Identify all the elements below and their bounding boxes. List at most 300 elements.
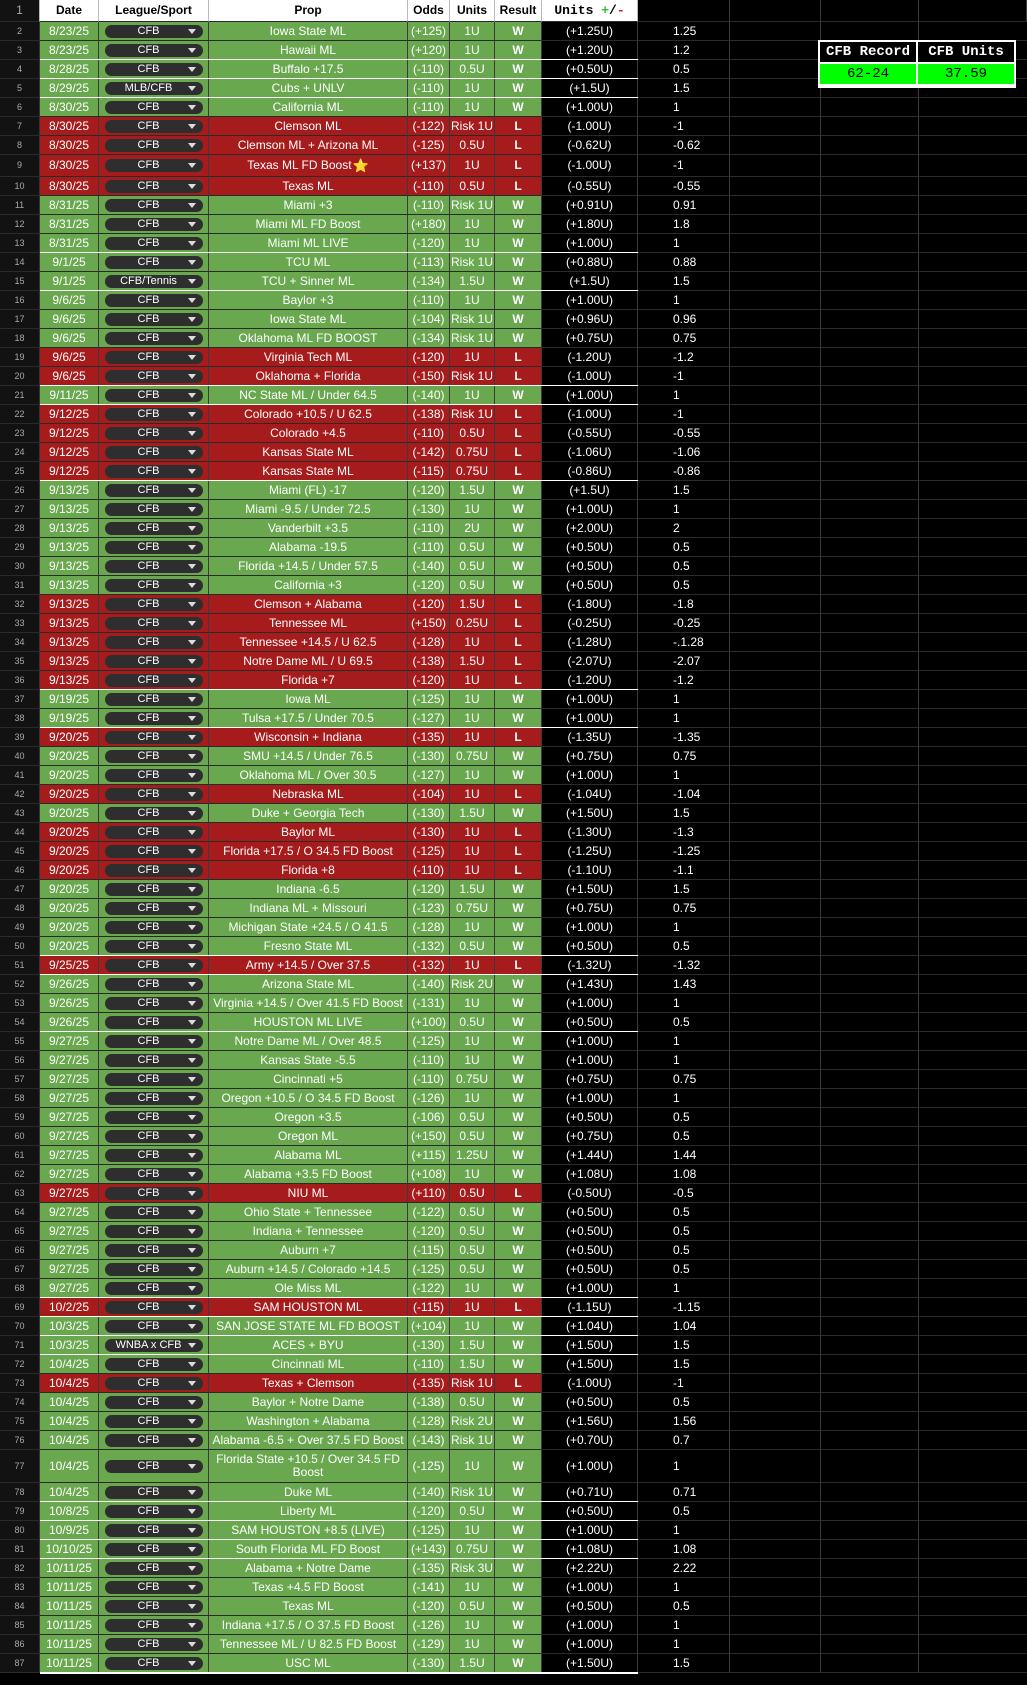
result-cell[interactable]: W: [495, 196, 542, 215]
empty-cell[interactable]: [730, 1127, 821, 1146]
units-won-lost-cell[interactable]: (+1.08U): [542, 1165, 638, 1184]
row-number[interactable]: 80: [0, 1521, 40, 1540]
units-value-cell[interactable]: 0.91: [638, 196, 730, 215]
empty-cell[interactable]: [919, 481, 1027, 500]
league-cell[interactable]: [99, 899, 209, 918]
units-cell[interactable]: 1U: [450, 766, 495, 785]
units-value-cell[interactable]: -1: [638, 405, 730, 424]
league-dropdown[interactable]: [105, 1543, 203, 1556]
units-value-cell[interactable]: -1.2: [638, 348, 730, 367]
empty-cell[interactable]: [821, 975, 919, 994]
units-value-cell[interactable]: -0.55: [638, 177, 730, 196]
units-value-cell[interactable]: 0.96: [638, 310, 730, 329]
units-value-cell[interactable]: 1.8: [638, 215, 730, 234]
league-dropdown[interactable]: [105, 579, 203, 592]
odds-cell[interactable]: (-130): [408, 804, 450, 823]
units-cell[interactable]: 1U: [450, 1317, 495, 1336]
odds-cell[interactable]: (-140): [408, 975, 450, 994]
league-dropdown[interactable]: [105, 883, 203, 896]
odds-cell[interactable]: (-110): [408, 1051, 450, 1070]
league-dropdown[interactable]: [105, 1415, 203, 1428]
result-cell[interactable]: W: [495, 1412, 542, 1431]
empty-cell[interactable]: [919, 671, 1027, 690]
prop-cell[interactable]: [209, 481, 408, 500]
date-cell[interactable]: 10/4/25: [40, 1450, 99, 1483]
units-cell[interactable]: Risk 1U: [450, 253, 495, 272]
units-won-lost-cell[interactable]: (+0.50U): [542, 1241, 638, 1260]
empty-cell[interactable]: [919, 1616, 1027, 1635]
row-number[interactable]: 42: [0, 785, 40, 804]
date-cell[interactable]: 9/11/25: [40, 386, 99, 405]
league-cell[interactable]: [99, 177, 209, 196]
empty-cell[interactable]: [919, 1089, 1027, 1108]
date-cell[interactable]: 9/13/25: [40, 614, 99, 633]
units-won-lost-cell[interactable]: (+1.00U): [542, 1051, 638, 1070]
prop-cell[interactable]: [209, 728, 408, 747]
odds-cell[interactable]: (-130): [408, 1336, 450, 1355]
units-value-cell[interactable]: 0.5: [638, 1502, 730, 1521]
units-cell[interactable]: 0.5U: [450, 1502, 495, 1521]
cfb-units-value[interactable]: 37.59: [918, 64, 1014, 84]
date-cell[interactable]: 9/12/25: [40, 443, 99, 462]
empty-cell[interactable]: [638, 0, 730, 22]
units-won-lost-cell[interactable]: (-1.00U): [542, 155, 638, 177]
empty-cell[interactable]: [730, 1317, 821, 1336]
prop-cell[interactable]: [209, 1222, 408, 1241]
prop-cell[interactable]: [209, 1127, 408, 1146]
result-cell[interactable]: W: [495, 79, 542, 98]
header-date[interactable]: Date: [40, 0, 99, 22]
result-cell[interactable]: L: [495, 652, 542, 671]
empty-cell[interactable]: [821, 386, 919, 405]
result-cell[interactable]: W: [495, 1355, 542, 1374]
row-number[interactable]: 64: [0, 1203, 40, 1222]
league-dropdown[interactable]: [105, 1377, 203, 1390]
units-value-cell[interactable]: 1: [638, 1578, 730, 1597]
units-value-cell[interactable]: 0.5: [638, 1241, 730, 1260]
league-dropdown[interactable]: [105, 1600, 203, 1613]
prop-cell[interactable]: [209, 1616, 408, 1635]
row-number[interactable]: 29: [0, 538, 40, 557]
league-cell[interactable]: [99, 1298, 209, 1317]
empty-cell[interactable]: [730, 709, 821, 728]
units-value-cell[interactable]: -1: [638, 1374, 730, 1393]
units-cell[interactable]: 1U: [450, 234, 495, 253]
empty-cell[interactable]: [730, 0, 821, 22]
odds-cell[interactable]: (-115): [408, 1241, 450, 1260]
empty-cell[interactable]: [730, 41, 821, 60]
empty-cell[interactable]: [730, 652, 821, 671]
empty-cell[interactable]: [919, 1203, 1027, 1222]
row-number[interactable]: 77: [0, 1450, 40, 1483]
odds-cell[interactable]: (-110): [408, 60, 450, 79]
row-number[interactable]: 23: [0, 424, 40, 443]
units-cell[interactable]: Risk 1U: [450, 1483, 495, 1502]
empty-cell[interactable]: [730, 136, 821, 155]
units-value-cell[interactable]: 1: [638, 690, 730, 709]
league-cell[interactable]: [99, 1654, 209, 1673]
result-cell[interactable]: W: [495, 1483, 542, 1502]
units-value-cell[interactable]: 1: [638, 918, 730, 937]
units-value-cell[interactable]: 1.5: [638, 1355, 730, 1374]
units-value-cell[interactable]: 1: [638, 98, 730, 117]
date-cell[interactable]: 8/28/25: [40, 60, 99, 79]
result-cell[interactable]: W: [495, 1051, 542, 1070]
result-cell[interactable]: W: [495, 766, 542, 785]
empty-cell[interactable]: [821, 272, 919, 291]
odds-cell[interactable]: (-132): [408, 937, 450, 956]
empty-cell[interactable]: [919, 136, 1027, 155]
date-cell[interactable]: 10/2/25: [40, 1298, 99, 1317]
empty-cell[interactable]: [730, 367, 821, 386]
empty-cell[interactable]: [919, 709, 1027, 728]
units-cell[interactable]: 0.5U: [450, 538, 495, 557]
odds-cell[interactable]: (-126): [408, 1616, 450, 1635]
empty-cell[interactable]: [919, 1355, 1027, 1374]
league-dropdown[interactable]: [105, 101, 203, 114]
prop-cell[interactable]: [209, 79, 408, 98]
units-won-lost-cell[interactable]: (-1.30U): [542, 823, 638, 842]
units-value-cell[interactable]: 1: [638, 709, 730, 728]
units-won-lost-cell[interactable]: (+1.00U): [542, 918, 638, 937]
odds-cell[interactable]: (+150): [408, 614, 450, 633]
row-number[interactable]: 56: [0, 1051, 40, 1070]
result-cell[interactable]: W: [495, 1222, 542, 1241]
date-cell[interactable]: 8/23/25: [40, 22, 99, 41]
league-dropdown[interactable]: [105, 655, 203, 668]
date-cell[interactable]: 9/27/25: [40, 1184, 99, 1203]
result-cell[interactable]: W: [495, 709, 542, 728]
prop-cell[interactable]: [209, 652, 408, 671]
date-cell[interactable]: 10/10/25: [40, 1540, 99, 1559]
units-won-lost-cell[interactable]: (-0.55U): [542, 424, 638, 443]
units-value-cell[interactable]: 1: [638, 1521, 730, 1540]
league-dropdown[interactable]: [105, 845, 203, 858]
prop-cell[interactable]: [209, 899, 408, 918]
row-number[interactable]: 14: [0, 253, 40, 272]
row-number[interactable]: 35: [0, 652, 40, 671]
row-number[interactable]: 75: [0, 1412, 40, 1431]
units-cell[interactable]: 1U: [450, 1165, 495, 1184]
league-dropdown[interactable]: [105, 313, 203, 326]
units-value-cell[interactable]: -1.1: [638, 861, 730, 880]
league-cell[interactable]: [99, 994, 209, 1013]
empty-cell[interactable]: [821, 1203, 919, 1222]
league-dropdown[interactable]: [105, 351, 203, 364]
league-cell[interactable]: [99, 1412, 209, 1431]
empty-cell[interactable]: [821, 1108, 919, 1127]
odds-cell[interactable]: (-122): [408, 1203, 450, 1222]
units-cell[interactable]: 1U: [450, 291, 495, 310]
empty-cell[interactable]: [821, 291, 919, 310]
empty-cell[interactable]: [821, 652, 919, 671]
units-won-lost-cell[interactable]: (+1.00U): [542, 234, 638, 253]
league-cell[interactable]: [99, 918, 209, 937]
empty-cell[interactable]: [821, 0, 919, 22]
empty-cell[interactable]: [730, 614, 821, 633]
units-won-lost-cell[interactable]: (-0.62U): [542, 136, 638, 155]
result-cell[interactable]: W: [495, 1089, 542, 1108]
league-dropdown[interactable]: [105, 997, 203, 1010]
units-value-cell[interactable]: -1.15: [638, 1298, 730, 1317]
empty-cell[interactable]: [821, 329, 919, 348]
date-cell[interactable]: 9/20/25: [40, 899, 99, 918]
units-won-lost-cell[interactable]: (-0.50U): [542, 1184, 638, 1203]
empty-cell[interactable]: [821, 1616, 919, 1635]
result-cell[interactable]: W: [495, 22, 542, 41]
units-cell[interactable]: 2U: [450, 519, 495, 538]
result-cell[interactable]: W: [495, 994, 542, 1013]
units-cell[interactable]: 1.5U: [450, 272, 495, 291]
result-cell[interactable]: W: [495, 98, 542, 117]
league-cell[interactable]: [99, 329, 209, 348]
league-cell[interactable]: [99, 766, 209, 785]
empty-cell[interactable]: [730, 842, 821, 861]
units-cell[interactable]: Risk 3U: [450, 1559, 495, 1578]
date-cell[interactable]: 8/30/25: [40, 98, 99, 117]
units-won-lost-cell[interactable]: (+1.00U): [542, 500, 638, 519]
units-cell[interactable]: 0.5U: [450, 557, 495, 576]
odds-cell[interactable]: (-138): [408, 405, 450, 424]
date-cell[interactable]: 10/3/25: [40, 1317, 99, 1336]
empty-cell[interactable]: [730, 234, 821, 253]
units-value-cell[interactable]: 1.5: [638, 880, 730, 899]
league-cell[interactable]: [99, 652, 209, 671]
empty-cell[interactable]: [821, 1032, 919, 1051]
units-cell[interactable]: Risk 2U: [450, 975, 495, 994]
units-won-lost-cell[interactable]: (+1.25U): [542, 22, 638, 41]
odds-cell[interactable]: (-110): [408, 861, 450, 880]
prop-cell[interactable]: [209, 557, 408, 576]
odds-cell[interactable]: (-120): [408, 348, 450, 367]
league-dropdown[interactable]: [105, 25, 203, 38]
odds-cell[interactable]: (-140): [408, 1483, 450, 1502]
league-cell[interactable]: [99, 1559, 209, 1578]
result-cell[interactable]: W: [495, 1146, 542, 1165]
empty-cell[interactable]: [821, 215, 919, 234]
units-value-cell[interactable]: 1: [638, 1616, 730, 1635]
empty-cell[interactable]: [821, 994, 919, 1013]
units-value-cell[interactable]: -0.62: [638, 136, 730, 155]
units-cell[interactable]: 0.5U: [450, 1108, 495, 1127]
units-value-cell[interactable]: -0.25: [638, 614, 730, 633]
empty-cell[interactable]: [821, 500, 919, 519]
prop-cell[interactable]: [209, 1298, 408, 1317]
odds-cell[interactable]: (-150): [408, 367, 450, 386]
league-cell[interactable]: [99, 538, 209, 557]
league-dropdown[interactable]: [105, 1301, 203, 1314]
odds-cell[interactable]: (-115): [408, 462, 450, 481]
odds-cell[interactable]: (-125): [408, 690, 450, 709]
prop-cell[interactable]: [209, 367, 408, 386]
units-cell[interactable]: Risk 1U: [450, 329, 495, 348]
league-cell[interactable]: [99, 22, 209, 41]
result-cell[interactable]: W: [495, 1502, 542, 1521]
empty-cell[interactable]: [821, 1146, 919, 1165]
empty-cell[interactable]: [730, 1616, 821, 1635]
units-value-cell[interactable]: 1.56: [638, 1412, 730, 1431]
units-value-cell[interactable]: 1.08: [638, 1540, 730, 1559]
units-cell[interactable]: 0.5U: [450, 1184, 495, 1203]
date-cell[interactable]: 10/8/25: [40, 1502, 99, 1521]
result-cell[interactable]: L: [495, 136, 542, 155]
league-cell[interactable]: [99, 747, 209, 766]
odds-cell[interactable]: (-120): [408, 1502, 450, 1521]
result-cell[interactable]: L: [495, 614, 542, 633]
prop-cell[interactable]: [209, 1241, 408, 1260]
row-number[interactable]: 66: [0, 1241, 40, 1260]
units-value-cell[interactable]: 1: [638, 1279, 730, 1298]
empty-cell[interactable]: [821, 1431, 919, 1450]
empty-cell[interactable]: [821, 785, 919, 804]
header-units-plus-minus[interactable]: [542, 0, 638, 22]
units-value-cell[interactable]: 1.43: [638, 975, 730, 994]
units-won-lost-cell[interactable]: (+1.20U): [542, 41, 638, 60]
prop-cell[interactable]: [209, 329, 408, 348]
units-won-lost-cell[interactable]: (+0.50U): [542, 1013, 638, 1032]
units-cell[interactable]: 1.5U: [450, 1355, 495, 1374]
units-cell[interactable]: 0.5U: [450, 1393, 495, 1412]
prop-cell[interactable]: [209, 1260, 408, 1279]
units-value-cell[interactable]: 1.25: [638, 22, 730, 41]
units-won-lost-cell[interactable]: (+1.50U): [542, 1355, 638, 1374]
league-dropdown[interactable]: [105, 541, 203, 554]
empty-cell[interactable]: [730, 1578, 821, 1597]
row-number[interactable]: 13: [0, 234, 40, 253]
row-number[interactable]: 15: [0, 272, 40, 291]
league-dropdown[interactable]: [105, 959, 203, 972]
odds-cell[interactable]: (-143): [408, 1431, 450, 1450]
empty-cell[interactable]: [919, 1502, 1027, 1521]
result-cell[interactable]: L: [495, 823, 542, 842]
league-dropdown[interactable]: [105, 1244, 203, 1257]
league-dropdown[interactable]: [105, 921, 203, 934]
empty-cell[interactable]: [821, 557, 919, 576]
units-value-cell[interactable]: 1.2: [638, 41, 730, 60]
empty-cell[interactable]: [919, 367, 1027, 386]
empty-cell[interactable]: [919, 1051, 1027, 1070]
empty-cell[interactable]: [919, 1635, 1027, 1654]
prop-cell[interactable]: [209, 1184, 408, 1203]
units-cell[interactable]: 1.5U: [450, 481, 495, 500]
league-cell[interactable]: [99, 1222, 209, 1241]
odds-cell[interactable]: (-129): [408, 1635, 450, 1654]
empty-cell[interactable]: [821, 1279, 919, 1298]
empty-cell[interactable]: [821, 405, 919, 424]
units-cell[interactable]: Risk 1U: [450, 405, 495, 424]
row-number[interactable]: 67: [0, 1260, 40, 1279]
date-cell[interactable]: 9/20/25: [40, 785, 99, 804]
league-dropdown[interactable]: [105, 44, 203, 57]
units-value-cell[interactable]: 1: [638, 766, 730, 785]
row-number[interactable]: 40: [0, 747, 40, 766]
league-cell[interactable]: [99, 348, 209, 367]
units-won-lost-cell[interactable]: (-1.20U): [542, 348, 638, 367]
odds-cell[interactable]: (-122): [408, 1279, 450, 1298]
empty-cell[interactable]: [919, 1241, 1027, 1260]
empty-cell[interactable]: [821, 1165, 919, 1184]
league-dropdown[interactable]: [105, 1396, 203, 1409]
units-won-lost-cell[interactable]: (+1.00U): [542, 1616, 638, 1635]
empty-cell[interactable]: [821, 177, 919, 196]
row-number[interactable]: 36: [0, 671, 40, 690]
league-cell[interactable]: [99, 1450, 209, 1483]
result-cell[interactable]: W: [495, 253, 542, 272]
units-won-lost-cell[interactable]: (+0.75U): [542, 899, 638, 918]
units-won-lost-cell[interactable]: (+0.50U): [542, 1222, 638, 1241]
result-cell[interactable]: W: [495, 310, 542, 329]
units-value-cell[interactable]: 1.5: [638, 1654, 730, 1673]
units-value-cell[interactable]: 0.5: [638, 60, 730, 79]
units-cell[interactable]: 0.5U: [450, 1013, 495, 1032]
row-number[interactable]: 82: [0, 1559, 40, 1578]
league-dropdown[interactable]: [105, 1035, 203, 1048]
empty-cell[interactable]: [821, 1241, 919, 1260]
empty-cell[interactable]: [730, 1203, 821, 1222]
empty-cell[interactable]: [730, 1260, 821, 1279]
units-cell[interactable]: 0.75U: [450, 747, 495, 766]
league-cell[interactable]: [99, 1483, 209, 1502]
units-cell[interactable]: 1U: [450, 1051, 495, 1070]
league-dropdown[interactable]: [105, 63, 203, 76]
league-dropdown[interactable]: [105, 750, 203, 763]
date-cell[interactable]: 9/6/25: [40, 310, 99, 329]
date-cell[interactable]: 8/31/25: [40, 234, 99, 253]
units-cell[interactable]: 1U: [450, 98, 495, 117]
odds-cell[interactable]: (-130): [408, 747, 450, 766]
date-cell[interactable]: 8/30/25: [40, 136, 99, 155]
league-dropdown[interactable]: [105, 1073, 203, 1086]
empty-cell[interactable]: [821, 98, 919, 117]
odds-cell[interactable]: (+108): [408, 1165, 450, 1184]
prop-cell[interactable]: [209, 690, 408, 709]
league-cell[interactable]: [99, 310, 209, 329]
result-cell[interactable]: W: [495, 690, 542, 709]
odds-cell[interactable]: (-110): [408, 1070, 450, 1089]
empty-cell[interactable]: [730, 557, 821, 576]
empty-cell[interactable]: [730, 1431, 821, 1450]
units-cell[interactable]: 0.5U: [450, 1127, 495, 1146]
empty-cell[interactable]: [730, 1540, 821, 1559]
league-dropdown[interactable]: [105, 180, 203, 193]
odds-cell[interactable]: (-110): [408, 98, 450, 117]
odds-cell[interactable]: (-132): [408, 956, 450, 975]
row-number[interactable]: 28: [0, 519, 40, 538]
result-cell[interactable]: L: [495, 595, 542, 614]
league-cell[interactable]: [99, 1540, 209, 1559]
league-cell[interactable]: [99, 253, 209, 272]
row-number[interactable]: 38: [0, 709, 40, 728]
odds-cell[interactable]: (-125): [408, 136, 450, 155]
league-cell[interactable]: [99, 234, 209, 253]
odds-cell[interactable]: (-125): [408, 1032, 450, 1051]
units-won-lost-cell[interactable]: (-1.10U): [542, 861, 638, 880]
empty-cell[interactable]: [730, 98, 821, 117]
prop-cell[interactable]: [209, 1051, 408, 1070]
odds-cell[interactable]: (-130): [408, 823, 450, 842]
units-won-lost-cell[interactable]: (+0.50U): [542, 576, 638, 595]
league-dropdown[interactable]: [105, 275, 203, 288]
units-cell[interactable]: 1U: [450, 348, 495, 367]
units-value-cell[interactable]: -1.32: [638, 956, 730, 975]
empty-cell[interactable]: [730, 1336, 821, 1355]
odds-cell[interactable]: (+120): [408, 41, 450, 60]
result-cell[interactable]: W: [495, 538, 542, 557]
units-cell[interactable]: 1U: [450, 215, 495, 234]
empty-cell[interactable]: [730, 500, 821, 519]
league-cell[interactable]: [99, 443, 209, 462]
empty-cell[interactable]: [821, 155, 919, 177]
